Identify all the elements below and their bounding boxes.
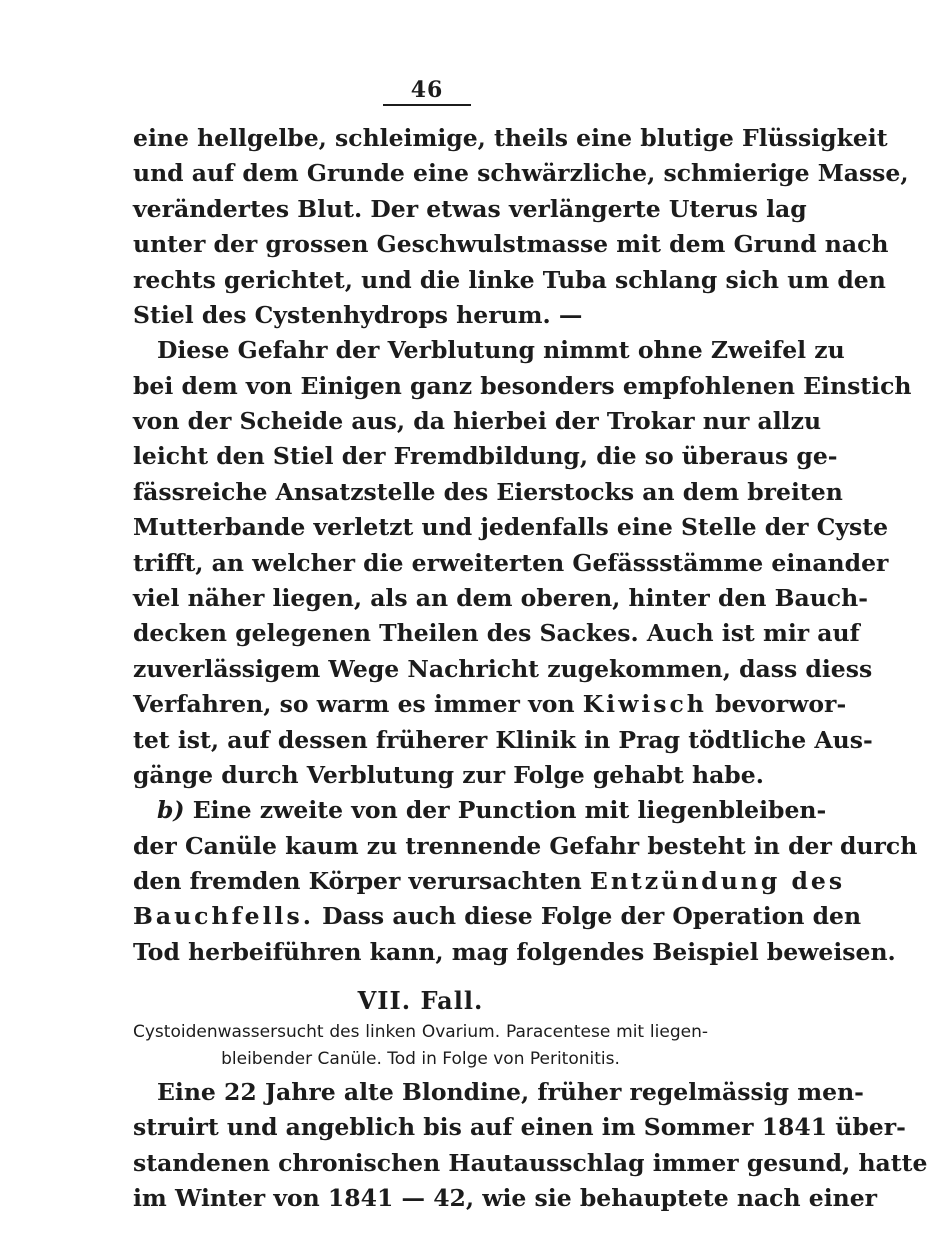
text-line: Tod herbeiführen kann, mag folgendes Beispiel beweisen. <box>133 938 896 966</box>
text-line: zuverlässigem Wege Nachricht zugekommen, dass diess <box>133 655 873 683</box>
text-line: tet ist, auf dessen früherer Klinik in Prag tödtliche Aus- <box>133 726 873 754</box>
text-line: decken gelegenen Theilen des Sackes. Auch ist mir auf <box>133 619 860 647</box>
text-line <box>157 790 827 830</box>
text-line: fässreiche Ansatzstelle des Eierstocks an dem breiten <box>133 478 843 506</box>
text-line <box>133 684 847 724</box>
text-line: rechts gerichtet, und die linke Tuba schlang sich um den <box>133 266 886 294</box>
case-heading: VII. Fall. <box>357 986 484 1015</box>
case-subtitle: bleibender Canüle. Tod in Folge von Peritonitis. <box>221 1049 620 1069</box>
text-segment: den fremden Körper verursachten <box>133 867 582 895</box>
text-line <box>133 896 862 936</box>
text-segment: Verfahren, so warm es immer von <box>133 690 575 718</box>
text-segment: Eine zweite von der Punction mit liegenbleiben- <box>192 796 827 824</box>
text-line: von der Scheide aus, da hierbei der Trokar nur allzu <box>133 407 822 435</box>
text-line: trifft, an welcher die erweiterten Gefässstämme einander <box>133 549 889 577</box>
text-line: Stiel des Cystenhydrops herum. — <box>133 301 583 329</box>
list-marker: b) <box>157 796 185 824</box>
case-subtitle: Cystoidenwassersucht des linken Ovarium. Paracentese mit liegen- <box>133 1022 708 1042</box>
text-line: bei dem von Einigen ganz besonders empfohlenen Einstich <box>133 372 912 400</box>
text-line <box>133 861 846 901</box>
text-line: eine hellgelbe, schleimige, theils eine blutige Flüssigkeit <box>133 124 888 152</box>
text-line: Mutterbande verletzt und jedenfalls eine Stelle der Cyste <box>133 513 889 541</box>
text-segment: bevorwor- <box>715 690 847 718</box>
text-line: Eine 22 Jahre alte Blondine, früher regelmässig men- <box>157 1078 864 1106</box>
page-number: 46 <box>410 77 444 103</box>
text-line: der Canüle kaum zu trennende Gefahr besteht in der durch <box>133 832 918 860</box>
emphasis-text: Bauchfells. <box>133 902 314 930</box>
text-line: struirt und angeblich bis auf einen im Sommer 1841 über- <box>133 1113 906 1141</box>
text-line: im Winter von 1841 — 42, wie sie behauptete nach einer <box>133 1184 878 1212</box>
text-line: viel näher liegen, als an dem oberen, hinter den Bauch- <box>133 584 868 612</box>
text-line: leicht den Stiel der Fremdbildung, die so überaus ge- <box>133 442 838 470</box>
text-line: standenen chronischen Hautausschlag immer gesund, hatte <box>133 1149 927 1177</box>
text-segment: Dass auch diese Folge der Operation den <box>322 902 862 930</box>
text-line: unter der grossen Geschwulstmasse mit dem Grund nach <box>133 230 889 258</box>
text-line: und auf dem Grunde eine schwärzliche, schmierige Masse, <box>133 159 909 187</box>
text-line: Diese Gefahr der Verblutung nimmt ohne Zweifel zu <box>157 336 845 364</box>
author-name-kiwisch: Kiwisch <box>582 690 707 718</box>
emphasis-text: Entzündung des <box>589 867 846 895</box>
text-line: gänge durch Verblutung zur Folge gehabt habe. <box>133 761 764 789</box>
page-number-rule <box>383 104 471 106</box>
text-line: verändertes Blut. Der etwas verlängerte Uterus lag <box>133 195 807 223</box>
